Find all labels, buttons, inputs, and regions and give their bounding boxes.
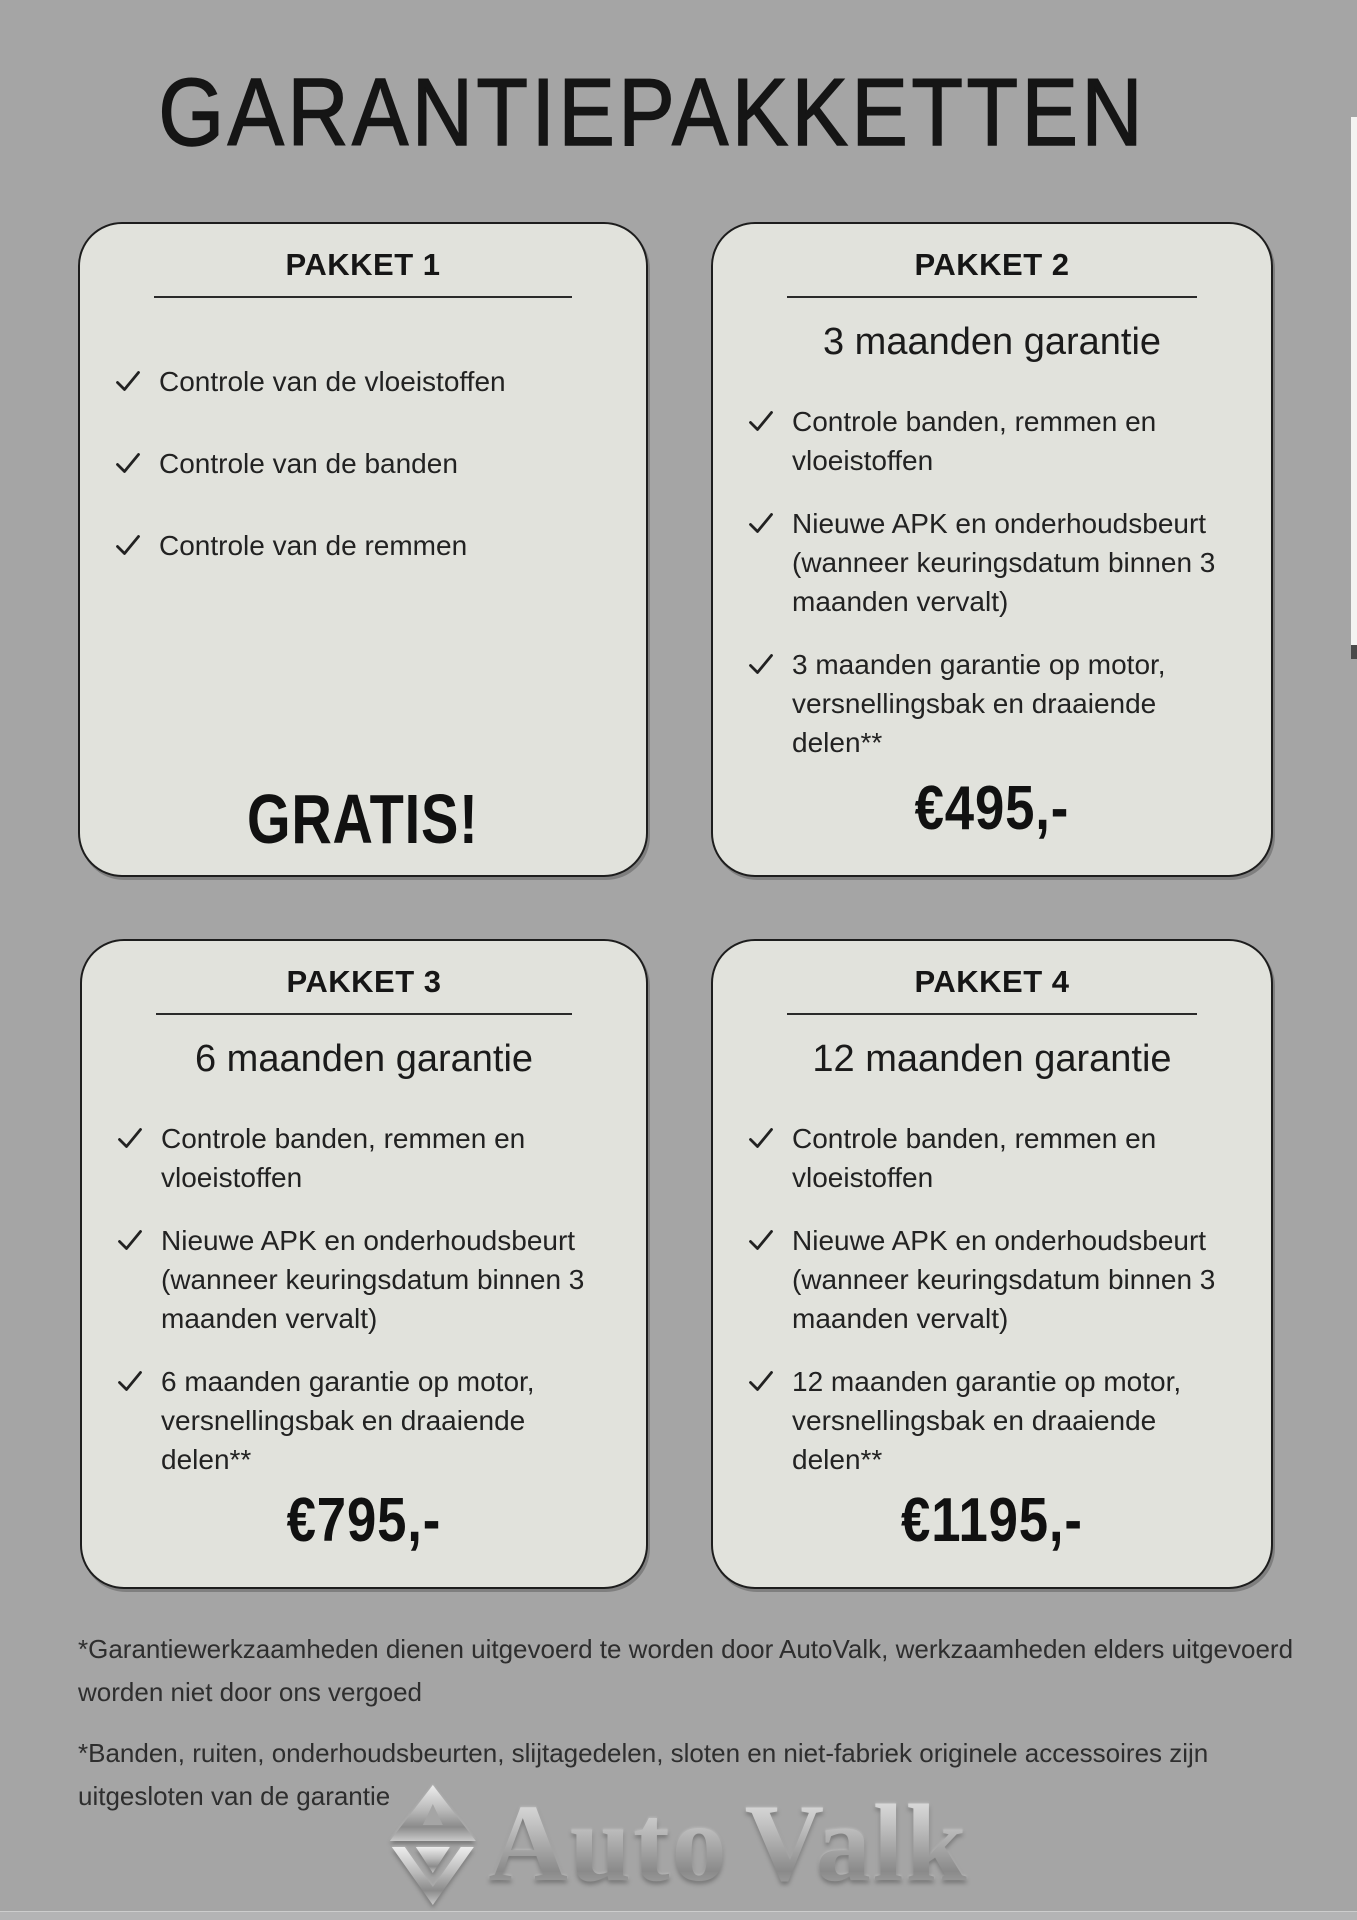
feature-item [114, 444, 646, 484]
footnote-line: worden niet door ons vergoed [78, 1677, 423, 1707]
checkmark-icon [116, 1367, 144, 1395]
feature-item [116, 1362, 646, 1479]
feature-text: Controle banden, remmen en vloeistoffen [792, 1123, 1157, 1193]
title-divider [156, 1013, 572, 1015]
feature-text: 3 maanden garantie op motor, versnellingsbak en draaiende delen** [792, 649, 1166, 758]
feature-item [747, 645, 1271, 762]
package-3-title: PAKKET 3 [286, 964, 442, 999]
checkmark-icon [116, 1226, 144, 1254]
feature-list [713, 1119, 1271, 1479]
package-2-title: PAKKET 2 [914, 247, 1070, 282]
package-1-title: PAKKET 1 [285, 247, 441, 282]
package-2-subtitle: 3 maanden garantie [822, 321, 1162, 363]
feature-text: Nieuwe APK en onderhoudsbeurt (wanneer keuringsdatum binnen 3 maanden vervalt) [161, 1225, 585, 1334]
footnote-warranty-work [78, 1628, 1322, 1714]
package-1-price: GRATIS! [247, 780, 479, 858]
feature-text: Nieuwe APK en onderhoudsbeurt (wanneer keuringsdatum binnen 3 maanden vervalt) [792, 508, 1216, 617]
feature-list [713, 402, 1271, 762]
package-2-price: €495,- [914, 774, 1070, 843]
feature-item [116, 1221, 646, 1338]
package-3-subtitle: 6 maanden garantie [194, 1038, 534, 1080]
package-card-3 [80, 939, 648, 1589]
feature-text: Controle banden, remmen en vloeistoffen [792, 406, 1157, 476]
title-divider [787, 1013, 1197, 1015]
right-page-edge [1351, 117, 1357, 645]
package-4-title: PAKKET 4 [914, 964, 1070, 999]
checkmark-icon [747, 509, 775, 537]
bottom-strip [0, 1911, 1357, 1920]
feature-text: Controle banden, remmen en vloeistoffen [161, 1123, 526, 1193]
feature-item [747, 1221, 1271, 1338]
wordmark-auto: Auto [488, 1782, 729, 1904]
autovalk-wordmark [488, 1782, 969, 1905]
right-page-edge-notch [1351, 645, 1357, 659]
feature-item [114, 362, 646, 402]
feature-text: Nieuwe APK en onderhoudsbeurt (wanneer keuringsdatum binnen 3 maanden vervalt) [792, 1225, 1216, 1334]
price-row [885, 1485, 1099, 1557]
feature-text: Controle van de banden [159, 448, 458, 479]
package-card-2 [711, 222, 1273, 877]
autovalk-logo [388, 1784, 968, 1906]
title-divider [787, 296, 1197, 298]
footnote-line: *Banden, ruiten, onderhoudsbeurten, slijtagedelen, sloten en niet-fabriek originele accessoires zijn [78, 1738, 1209, 1768]
package-card-4 [711, 939, 1273, 1589]
wordmark-valk: Valk [744, 1782, 969, 1904]
feature-item [114, 526, 646, 566]
feature-text: 6 maanden garantie op motor, versnellingsbak en draaiende delen** [161, 1366, 535, 1475]
footnote-line: *Garantiewerkzaamheden dienen uitgevoerd te worden door AutoValk, werkzaamheden elders uitgevoerd [78, 1634, 1294, 1664]
page-title [0, 61, 1304, 165]
feature-item [747, 1362, 1271, 1479]
feature-text: Controle van de vloeistoffen [159, 366, 506, 397]
checkmark-icon [747, 650, 775, 678]
package-4-price: €1195,- [901, 1486, 1083, 1555]
package-card-1 [78, 222, 648, 877]
feature-item [747, 1119, 1271, 1197]
checkmark-icon [116, 1124, 144, 1152]
feature-list [82, 1119, 646, 1479]
price-row [218, 779, 508, 859]
footnote-line: uitgesloten van de garantie [78, 1781, 391, 1811]
feature-item [116, 1119, 646, 1197]
package-4-subtitle: 12 maanden garantie [812, 1038, 1172, 1080]
feature-list [80, 362, 646, 566]
checkmark-icon [747, 1124, 775, 1152]
title-divider [154, 296, 572, 298]
checkmark-icon [747, 1367, 775, 1395]
autovalk-diamond-icon [388, 1784, 476, 1906]
checkmark-icon [114, 531, 142, 559]
feature-text: 12 maanden garantie op motor, versnellingsbak en draaiende delen** [792, 1366, 1182, 1475]
checkmark-icon [747, 407, 775, 435]
feature-item [747, 402, 1271, 480]
feature-item [747, 504, 1271, 621]
page-title-text: GARANTIEPAKKETTEN [158, 59, 1146, 167]
checkmark-icon [114, 449, 142, 477]
feature-text: Controle van de remmen [159, 530, 468, 561]
package-3-price: €795,- [286, 1486, 442, 1555]
price-row [901, 773, 1083, 845]
checkmark-icon [747, 1226, 775, 1254]
checkmark-icon [114, 367, 142, 395]
price-row [273, 1485, 455, 1557]
